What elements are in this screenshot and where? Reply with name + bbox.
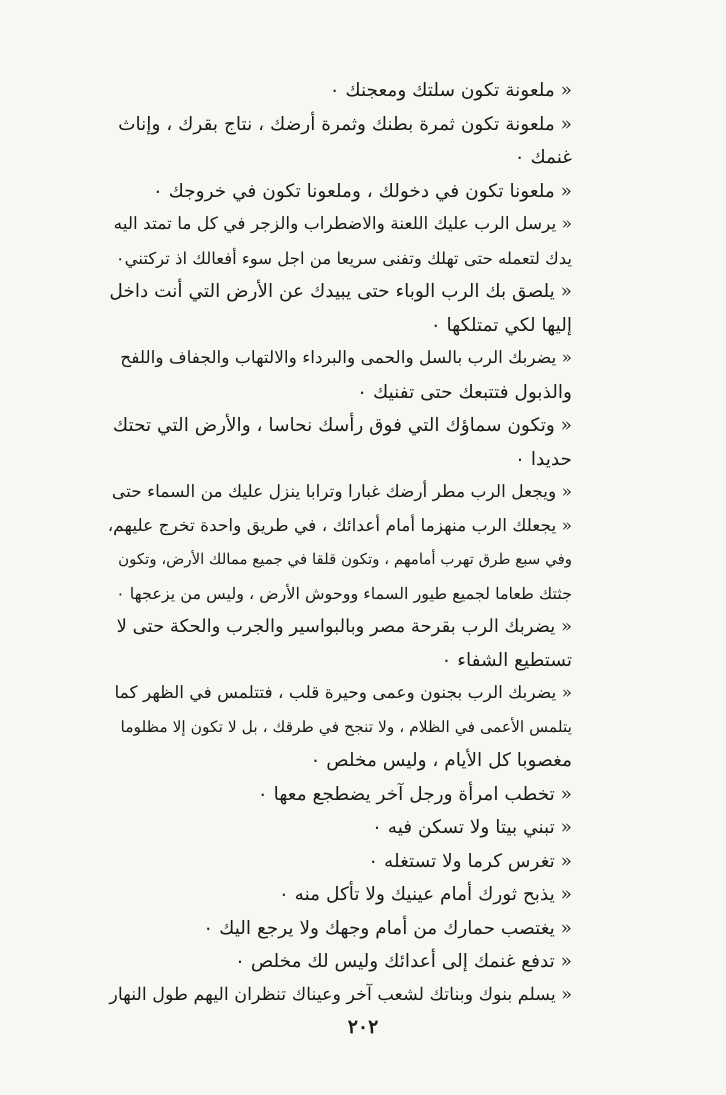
text-line: « ملعونة تكون سلتك ومعجنك ٠	[329, 80, 572, 101]
text-line: « وتكون سماؤك التي فوق رأسك نحاسا ، والأرض التي تحتك	[112, 415, 572, 436]
text-line: وفي سبع طرق تهرب أمامهم ، وتكون قلقا في جميع ممالك الأرض، وتكون	[118, 550, 572, 568]
text-line: « يجعلك الرب منهزما أمام أعدائك ، في طريق واحدة تخرج عليهم،	[107, 515, 572, 536]
text-line: « يسلم بنوك وبناتك لشعب آخر وعيناك تنظران اليهم طول النهار	[109, 984, 572, 1005]
text-line: مغصوبا كل الأيام ، وليس مخلص ٠	[310, 750, 572, 771]
text-line: « تخطب امرأة ورجل آخر يضطجع معها ٠	[257, 783, 572, 805]
text-line: « يضربك الرب بالسل والحمى والبرداء والالتهاب والجفاف واللفح	[120, 348, 572, 368]
page-number: ٢٠٢	[347, 1016, 379, 1038]
text-line: « يضربك الرب بقرحة مصر وبالبواسير والجرب والحكة حتى لا	[116, 616, 572, 637]
text-line: حديدا ٠	[515, 448, 572, 470]
text-line: إليها لكي تمتلكها ٠	[430, 314, 572, 336]
text-line: والذبول فتتبعك حتى تفنيك ٠	[357, 381, 572, 403]
text-line: « يلصق بك الرب الوباء حتى يبيدك عن الأرض التي أنت داخل	[109, 281, 572, 302]
text-line: « يغتصب حمارك من أمام وجهك ولا يرجع اليك ٠	[203, 917, 572, 939]
text-line: « تدفع غنمك إلى أعدائك وليس لك مخلص ٠	[235, 951, 572, 972]
text-line: « ملعونة تكون ثمرة بطنك وثمرة أرضك ، نتاج بقرك ، وإناث	[118, 113, 572, 135]
text-line: « ويجعل الرب مطر أرضك غبارا وترابا ينزل عليك من السماء حتى	[111, 482, 572, 502]
text-line: « ملعونا تكون في دخولك ، وملعونا تكون في خروجك ٠	[152, 180, 572, 202]
page-body-text	[108, 74, 572, 1012]
text-line: تستطيع الشفاء ٠	[441, 649, 572, 671]
text-line: يدك لتعمله حتى تهلك وتفنى سريعا من اجل سوء أفعالك اذ تركتني٠	[115, 248, 572, 268]
text-line: يتلمس الأعمى في الظلام ، ولا تنجح في طرقك ، بل لا تكون إلا مظلوما	[120, 717, 572, 736]
text-line: غنمك ٠	[514, 147, 572, 168]
text-line: « يرسل الرب عليك اللعنة والاضطراب والزجر في كل ما تمتد اليه	[113, 214, 572, 234]
text-line: جثتك طعاما لجميع طيور السماء ووحوش الأرض ، وليس من يزعجها ٠	[116, 583, 572, 603]
text-line: « يضربك الرب بجنون وعمى وحيرة قلب ، فتتلمس في الظهر كما	[114, 683, 572, 703]
text-line: « يذبح ثورك أمام عينيك ولا تأكل منه ٠	[278, 884, 572, 905]
text-line: « تبني بيتا ولا تسكن فيه ٠	[371, 817, 572, 838]
text-line: « تغرس كرما ولا تستغله ٠	[368, 850, 572, 872]
